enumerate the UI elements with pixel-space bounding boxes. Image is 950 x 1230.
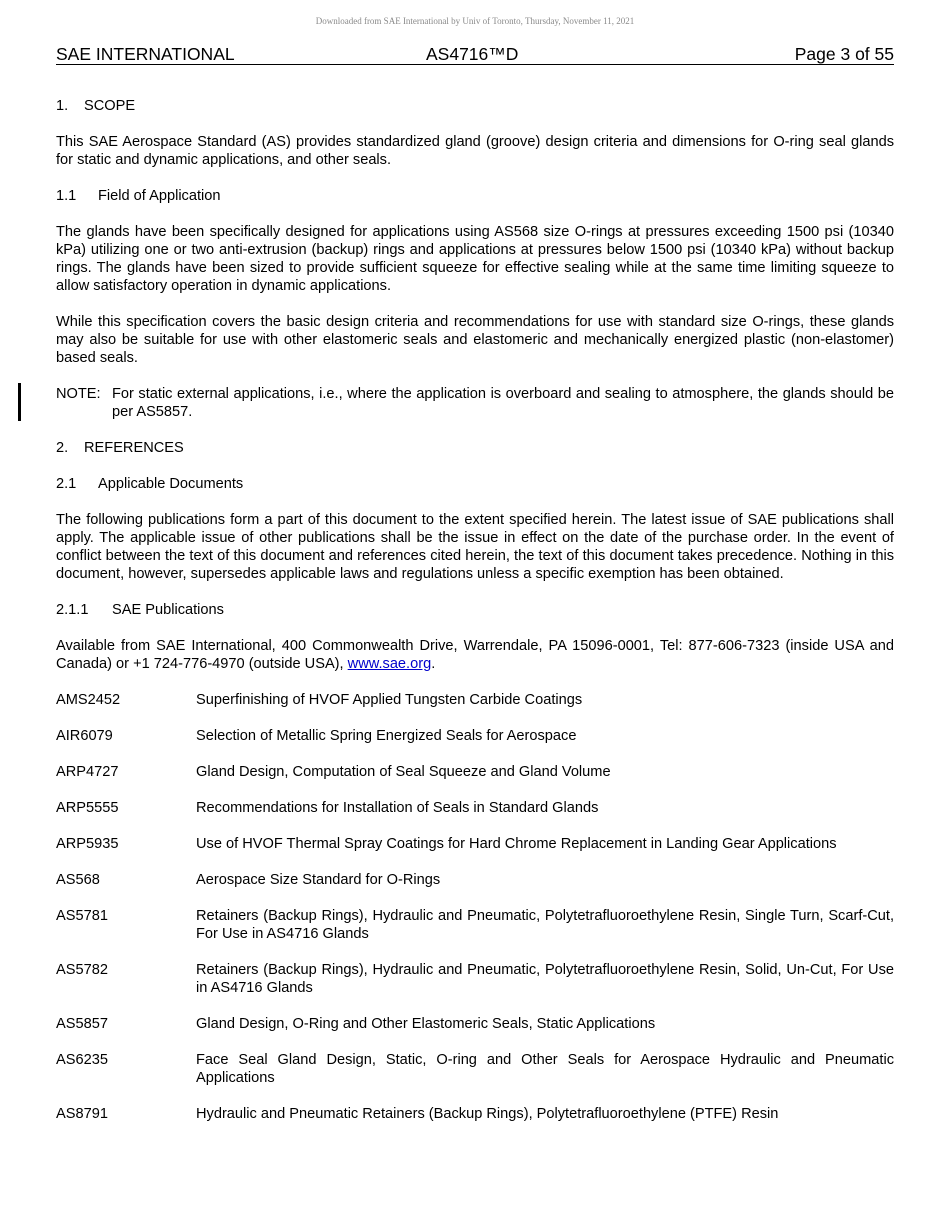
field-paragraph-1: The glands have been specifically designed for applications using AS568 size O-rings at pressures exceeding 1500 psi (10340 kPa) utilizing one or two anti-extrusion (backup) rings and applications at pressures below 1500 psi (10340 kPa) without backup rings. The glands have been sized to provide sufficient squeeze for effective sealing while at the same time limiting squeeze to allow satisfactory operation in dynamic applications. — [56, 224, 894, 294]
section-number: 1.1 — [56, 188, 77, 204]
reference-title: Superfinishing of HVOF Applied Tungsten Carbide Coatings — [196, 692, 583, 708]
reference-item — [56, 763, 894, 781]
reference-code: AIR6079 — [56, 728, 113, 744]
reference-item — [56, 907, 894, 943]
section-heading-scope — [56, 97, 894, 115]
reference-code: ARP4727 — [56, 764, 119, 780]
section-heading-applicable-documents — [56, 475, 894, 493]
section-number: 2. — [56, 440, 69, 456]
note-label: NOTE: — [56, 386, 101, 402]
section-title: SCOPE — [84, 98, 136, 114]
note-block — [56, 385, 894, 421]
sae-publications-text: Available from SAE International, 400 Commonwealth Drive, Warrendale, PA 15096-0001, Tel: 877-606-7323 (inside USA and Canada) or +1 724-776-4970 (outside USA), — [56, 638, 894, 672]
section-title: REFERENCES — [84, 440, 184, 456]
reference-code: ARP5555 — [56, 800, 119, 816]
reference-title: Selection of Metallic Spring Energized Seals for Aerospace — [196, 728, 577, 744]
reference-item — [56, 1015, 894, 1033]
reference-code: AS568 — [56, 872, 100, 888]
section-title: Field of Application — [98, 188, 221, 204]
section-number: 2.1 — [56, 476, 77, 492]
reference-item — [56, 871, 894, 889]
reference-item — [56, 1051, 894, 1087]
scope-paragraph: This SAE Aerospace Standard (AS) provides standardized gland (groove) design criteria and dimensions for O-ring seal glands for static and dynamic applications, and other seals. — [56, 134, 894, 168]
header-organization: SAE INTERNATIONAL — [56, 44, 235, 64]
reference-item — [56, 1105, 894, 1123]
reference-code: ARP5935 — [56, 836, 119, 852]
reference-title: Face Seal Gland Design, Static, O-ring and Other Seals for Aerospace Hydraulic and Pneumatic Applications — [196, 1052, 894, 1086]
section-number: 1. — [56, 98, 69, 114]
reference-code: AS8791 — [56, 1106, 108, 1122]
reference-item — [56, 799, 894, 817]
page-header — [56, 44, 894, 65]
sae-publications-paragraph — [56, 637, 894, 673]
reference-title: Hydraulic and Pneumatic Retainers (Backup Rings), Polytetrafluoroethylene (PTFE) Resin — [196, 1106, 779, 1122]
reference-item — [56, 691, 894, 709]
section-title: Applicable Documents — [98, 476, 244, 492]
reference-code: AS5782 — [56, 962, 108, 978]
header-document-number: AS4716™D — [426, 44, 519, 64]
section-heading-sae-publications — [56, 601, 894, 619]
sae-publications-period: . — [431, 656, 436, 672]
reference-code: AS6235 — [56, 1052, 108, 1068]
note-text: For static external applications, i.e., where the application is overboard and sealing to atmosphere, the glands should be per AS5857. — [112, 386, 894, 420]
section-heading-references — [56, 439, 894, 457]
reference-item — [56, 727, 894, 745]
section-number: 2.1.1 — [56, 602, 89, 618]
reference-code: AS5781 — [56, 908, 108, 924]
reference-title: Recommendations for Installation of Seals in Standard Glands — [196, 800, 599, 816]
revision-change-bar — [18, 383, 21, 421]
reference-title: Use of HVOF Thermal Spray Coatings for Hard Chrome Replacement in Landing Gear Applications — [196, 836, 837, 852]
reference-item — [56, 835, 894, 853]
reference-title: Gland Design, O-Ring and Other Elastomeric Seals, Static Applications — [196, 1016, 656, 1032]
document-body — [56, 97, 894, 1141]
reference-title: Retainers (Backup Rings), Hydraulic and Pneumatic, Polytetrafluoroethylene Resin, Single Turn, Scarf-Cut, For Use in AS4716 Glands — [196, 908, 894, 942]
sae-website-link[interactable]: www.sae.org — [347, 656, 432, 672]
reference-item — [56, 961, 894, 997]
reference-title: Retainers (Backup Rings), Hydraulic and Pneumatic, Polytetrafluoroethylene Resin, Solid, Un-Cut, For Use in AS4716 Glands — [196, 962, 894, 996]
reference-code: AS5857 — [56, 1016, 108, 1032]
reference-title: Gland Design, Computation of Seal Squeeze and Gland Volume — [196, 764, 611, 780]
reference-code: AMS2452 — [56, 692, 121, 708]
section-heading-field-of-application — [56, 187, 894, 205]
applicable-documents-paragraph: The following publications form a part of this document to the extent specified herein. The latest issue of SAE publications shall apply. The applicable issue of other publications shall be the issue in effect on the date of the purchase order. In the event of conflict between the text of this document and references cited herein, the text of this document takes precedence. Nothing in this document, however, supersedes applicable laws and regulations unless a specific exemption has been obtained. — [56, 512, 894, 582]
field-paragraph-2: While this specification covers the basic design criteria and recommendations for use with standard size O-rings, these glands may also be suitable for use with other elastomeric seals and elastomeric and mechanically energized plastic (non-elastomer) based seals. — [56, 314, 894, 366]
section-title: SAE Publications — [112, 602, 224, 618]
reference-title: Aerospace Size Standard for O-Rings — [196, 872, 441, 888]
header-page-number: Page 3 of 55 — [794, 44, 894, 64]
reference-list — [56, 691, 894, 1123]
download-watermark: Downloaded from SAE International by Univ of Toronto, Thursday, November 11, 2021 — [315, 16, 635, 26]
